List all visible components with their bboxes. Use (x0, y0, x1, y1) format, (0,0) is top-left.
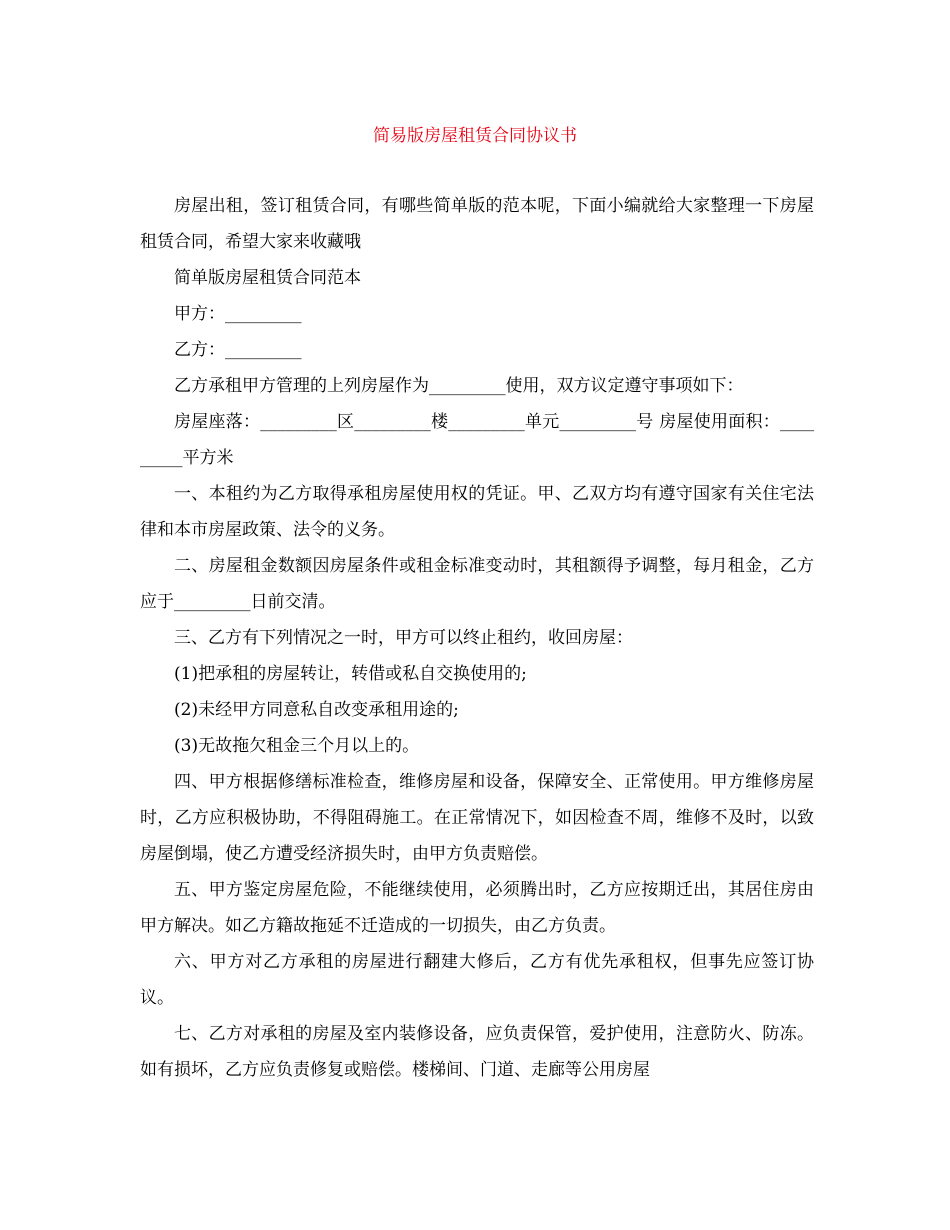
document-body (140, 188, 814, 1088)
document-title: 简易版房屋租赁合同协议书 (373, 126, 577, 146)
paragraph-party-b: 乙方：_________ (174, 340, 302, 360)
paragraph-clause-3-item-1: (1)把承租的房屋转让，转借或私自交换使用的; (174, 664, 527, 684)
paragraph-usage: 乙方承租甲方管理的上列房屋作为_________使用，双方议定遵守事项如下： (174, 376, 744, 396)
paragraph-template-heading: 简单版房屋租赁合同范本 (174, 268, 361, 288)
paragraph-clause-6: 六、甲方对乙方承租的房屋进行翻建大修后，乙方有优先承租权，但事先应签订协议。 (140, 952, 814, 1008)
paragraph-clause-7: 七、乙方对承租的房屋及室内装修设备，应负责保管，爱护使用，注意防火、防冻。如有损坏，乙方应负责修复或赔偿。楼梯间、门道、走廊等公用房屋 (140, 1024, 814, 1080)
paragraph-clause-1: 一、本租约为乙方取得承租房屋使用权的凭证。甲、乙双方均有遵守国家有关住宅法律和本市房屋政策、法令的义务。 (140, 484, 814, 540)
paragraph-clause-4: 四、甲方根据修缮标准检查，维修房屋和设备，保障安全、正常使用。甲方维修房屋时，乙方应积极协助，不得阻碍施工。在正常情况下，如因检查不周，维修不及时，以致房屋倒塌，使乙方遭受经济损失时，由甲方负责赔偿。 (140, 772, 814, 864)
paragraph-clause-3-item-2: (2)未经甲方同意私自改变承租用途的; (174, 700, 459, 720)
paragraph-party-a: 甲方：_________ (174, 304, 302, 324)
paragraph-clause-3: 三、乙方有下列情况之一时，甲方可以终止租约，收回房屋： (174, 628, 633, 648)
paragraph-clause-2: 二、房屋租金数额因房屋条件或租金标准变动时，其租额得予调整，每月租金，乙方应于_________日前交清。 (140, 556, 814, 612)
paragraph-intro: 房屋出租，签订租赁合同，有哪些简单版的范本呢，下面小编就给大家整理一下房屋租赁合同，希望大家来收藏哦 (140, 196, 814, 252)
paragraph-clause-3-item-3: (3)无故拖欠租金三个月以上的。 (174, 736, 420, 756)
paragraph-location: 房屋座落：_________区_________楼_________单元_________号 房屋使用面积：_________平方米 (140, 412, 814, 468)
paragraph-clause-5: 五、甲方鉴定房屋危险，不能继续使用，必须腾出时，乙方应按期迁出，其居住房由甲方解决。如乙方籍故拖延不迁造成的一切损失，由乙方负责。 (140, 880, 814, 936)
